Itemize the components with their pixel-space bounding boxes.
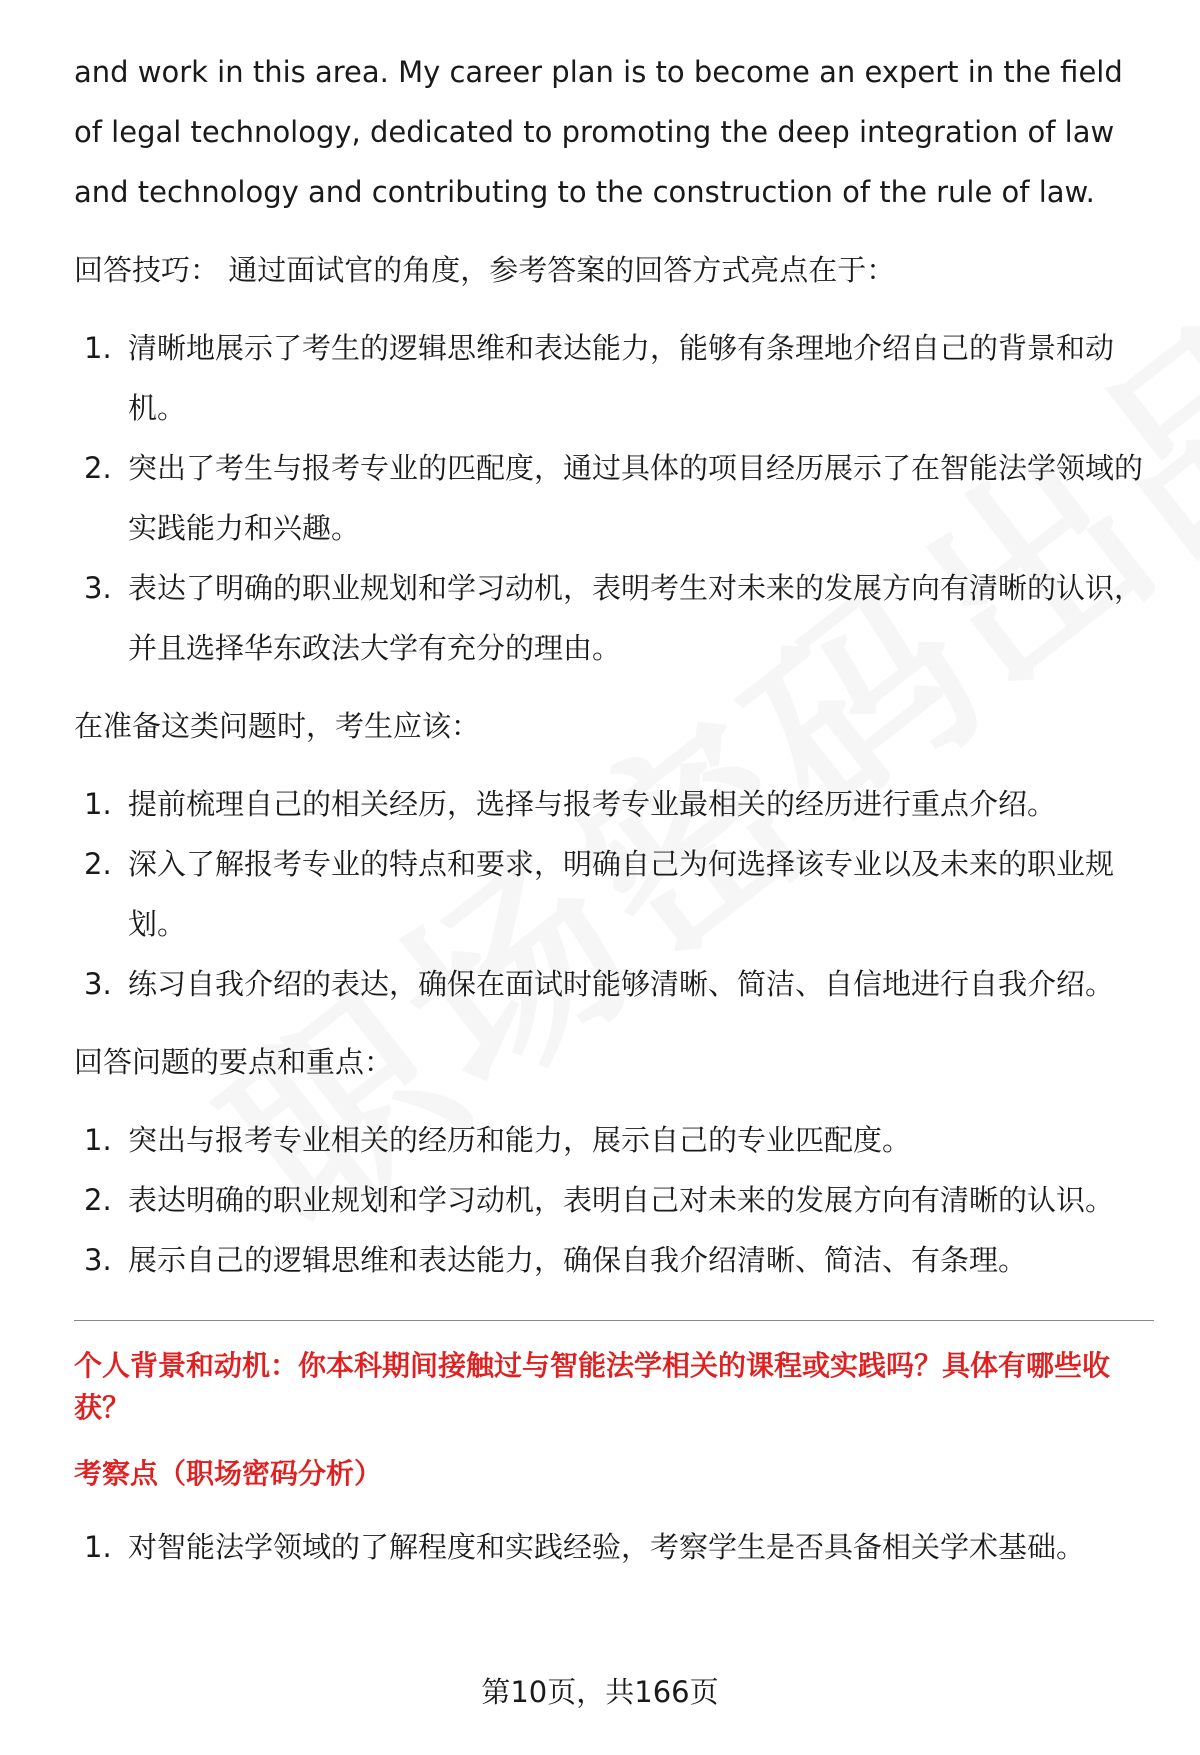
list-item-text: 提前梳理自己的相关经历，选择与报考专业最相关的经历进行重点介绍。 — [128, 787, 1057, 821]
list-item — [74, 1230, 1154, 1290]
list-number: 2. — [84, 451, 112, 485]
keypoints-list — [74, 1110, 1154, 1290]
tips-label: 回答技巧： 通过面试官的角度，参考答案的回答方式亮点在于： — [74, 253, 896, 287]
list-item — [74, 1517, 1154, 1577]
tips-list — [74, 318, 1154, 678]
list-item-text: 练习自我介绍的表达，确保在面试时能够清晰、简洁、自信地进行自我介绍。 — [128, 967, 1115, 1001]
list-number: 2. — [84, 1183, 112, 1217]
list-item — [74, 774, 1154, 834]
question-points-list — [74, 1517, 1154, 1577]
list-number: 1. — [84, 1123, 112, 1157]
list-item-text: 展示自己的逻辑思维和表达能力，确保自我介绍清晰、简洁、有条理。 — [128, 1243, 1028, 1277]
list-number: 1. — [84, 331, 112, 365]
list-item-text: 表达了明确的职业规划和学习动机，表明考生对未来的发展方向有清晰的认识，并且选择华东政法大学有充分的理由。 — [128, 571, 1144, 665]
prepare-list — [74, 774, 1154, 1014]
question-title: 个人背景和动机：你本科期间接触过与智能法学相关的课程或实践吗？具体有哪些收获？ — [74, 1349, 1111, 1424]
intro-paragraph: and work in this area. My career plan is to become an expert in the field of legal technology, dedicated to promoting the deep integration of law and technology and contributing to the construction of the rule of law. — [74, 55, 1123, 209]
keypoints-label: 回答问题的要点和重点： — [74, 1045, 394, 1079]
page-footer: 第10页，共166页 — [481, 1675, 719, 1709]
list-item — [74, 318, 1154, 438]
list-item-text: 清晰地展示了考生的逻辑思维和表达能力，能够有条理地介绍自己的背景和动机。 — [128, 331, 1115, 425]
list-item-text: 突出与报考专业相关的经历和能力，展示自己的专业匹配度。 — [128, 1123, 912, 1157]
section-divider — [74, 1320, 1154, 1321]
list-item — [74, 438, 1154, 558]
list-item-text: 深入了解报考专业的特点和要求，明确自己为何选择该专业以及未来的职业规划。 — [128, 847, 1115, 941]
list-number: 1. — [84, 1530, 112, 1564]
list-item — [74, 834, 1154, 954]
list-item — [74, 1110, 1154, 1170]
list-item-text: 对智能法学领域的了解程度和实践经验，考察学生是否具备相关学术基础。 — [128, 1530, 1086, 1564]
list-number: 3. — [84, 967, 112, 1001]
list-number: 3. — [84, 571, 112, 605]
list-item-text: 表达明确的职业规划和学习动机，表明自己对未来的发展方向有清晰的认识。 — [128, 1183, 1115, 1217]
document-page — [74, 42, 1154, 1595]
list-number: 2. — [84, 847, 112, 881]
list-number: 1. — [84, 787, 112, 821]
list-item — [74, 558, 1154, 678]
list-item — [74, 1170, 1154, 1230]
prepare-label: 在准备这类问题时，考生应该： — [74, 709, 481, 743]
list-item-text: 突出了考生与报考专业的匹配度，通过具体的项目经历展示了在智能法学领域的实践能力和兴趣。 — [128, 451, 1144, 545]
list-number: 3. — [84, 1243, 112, 1277]
list-item — [74, 954, 1154, 1014]
question-subtitle: 考察点（职场密码分析） — [74, 1457, 383, 1490]
